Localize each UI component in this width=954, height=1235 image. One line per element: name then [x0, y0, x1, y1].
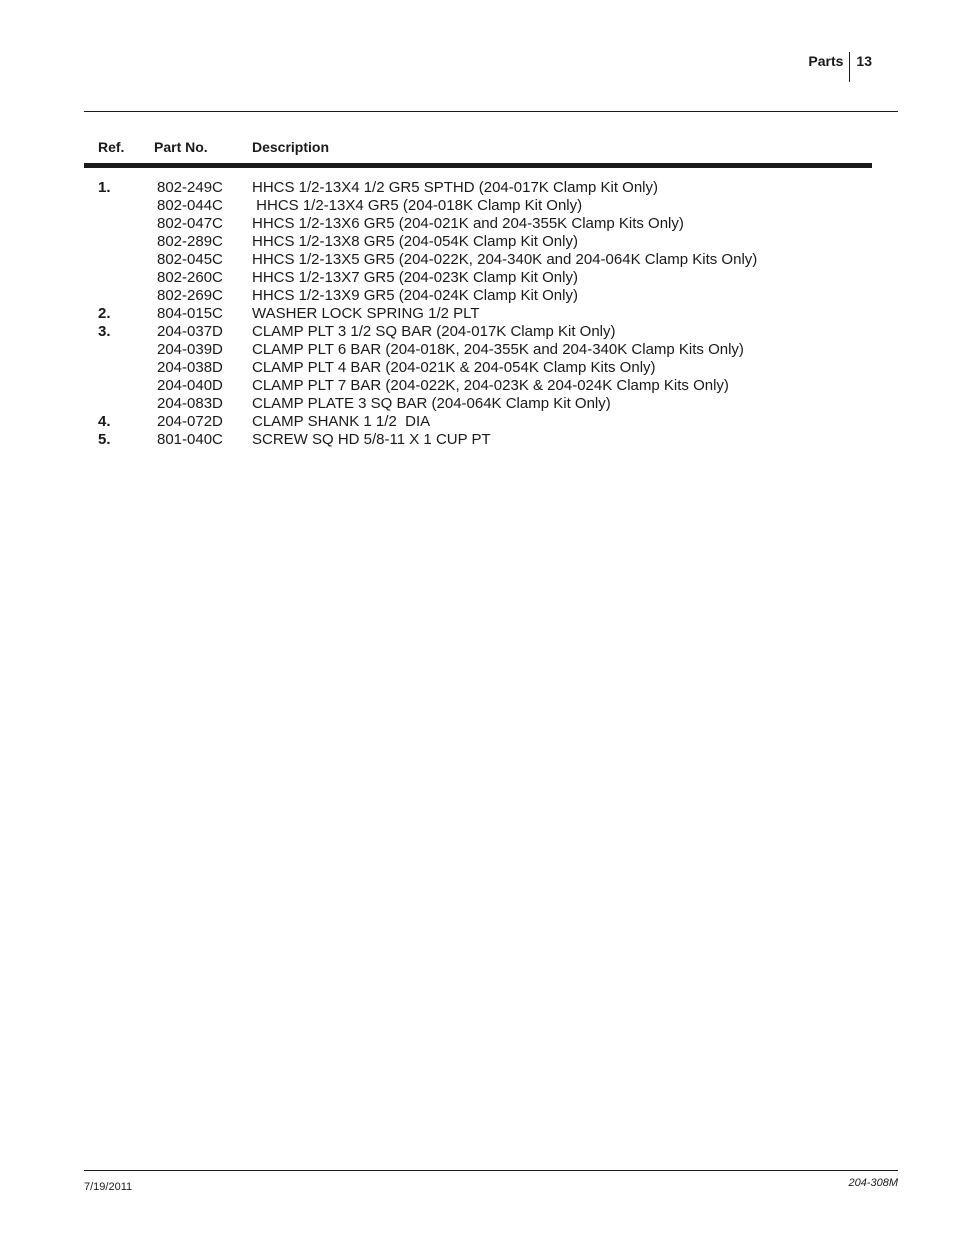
footer-date: 7/19/2011 — [84, 1181, 133, 1193]
ref-cell: 4. — [98, 413, 111, 430]
part-no-cell: 204-038D — [157, 359, 223, 376]
header-rule — [84, 163, 872, 168]
description-cell: CLAMP PLT 6 BAR (204-018K, 204-355K and 204-340K Clamp Kits Only) — [252, 341, 744, 358]
ref-cell: 2. — [98, 305, 111, 322]
part-no-cell: 802-289C — [157, 233, 223, 250]
description-cell: SCREW SQ HD 5/8-11 X 1 CUP PT — [252, 431, 491, 448]
part-no-cell: 204-039D — [157, 341, 223, 358]
part-no-cell: 801-040C — [157, 431, 223, 448]
part-no-cell: 802-269C — [157, 287, 223, 304]
table-row — [0, 251, 954, 269]
description-cell: CLAMP SHANK 1 1/2 DIA — [252, 413, 431, 430]
table-row — [0, 323, 954, 341]
part-no-cell: 802-249C — [157, 179, 223, 196]
table-row — [0, 413, 954, 431]
table-row — [0, 341, 954, 359]
part-no-cell: 204-083D — [157, 395, 223, 412]
part-no-cell: 204-040D — [157, 377, 223, 394]
description-cell: HHCS 1/2-13X8 GR5 (204-054K Clamp Kit Only) — [252, 233, 578, 250]
description-cell: HHCS 1/2-13X4 GR5 (204-018K Clamp Kit Only) — [252, 197, 583, 214]
column-header-part-no: Part No. — [154, 139, 208, 155]
table-row — [0, 287, 954, 305]
table-row — [0, 179, 954, 197]
part-no-cell: 802-044C — [157, 197, 223, 214]
column-header-ref: Ref. — [98, 139, 125, 155]
description-cell: HHCS 1/2-13X4 1/2 GR5 SPTHD (204-017K Clamp Kit Only) — [252, 179, 658, 196]
description-cell: CLAMP PLT 7 BAR (204-022K, 204-023K & 204-024K Clamp Kits Only) — [252, 377, 729, 394]
description-cell: CLAMP PLT 3 1/2 SQ BAR (204-017K Clamp Kit Only) — [252, 323, 616, 340]
table-row — [0, 215, 954, 233]
page-header — [808, 52, 872, 82]
footer-rule — [84, 1170, 898, 1171]
description-cell: HHCS 1/2-13X5 GR5 (204-022K, 204-340K and 204-064K Clamp Kits Only) — [252, 251, 758, 268]
part-no-cell: 204-037D — [157, 323, 223, 340]
part-no-cell: 204-072D — [157, 413, 223, 430]
description-cell: HHCS 1/2-13X9 GR5 (204-024K Clamp Kit Only) — [252, 287, 578, 304]
description-cell: WASHER LOCK SPRING 1/2 PLT — [252, 305, 480, 322]
description-cell: CLAMP PLT 4 BAR (204-021K & 204-054K Clamp Kits Only) — [252, 359, 656, 376]
table-row — [0, 431, 954, 449]
description-cell: HHCS 1/2-13X7 GR5 (204-023K Clamp Kit Only) — [252, 269, 578, 286]
part-no-cell: 804-015C — [157, 305, 223, 322]
ref-cell: 5. — [98, 431, 111, 448]
table-row — [0, 197, 954, 215]
table-row — [0, 269, 954, 287]
parts-table-header — [0, 139, 954, 159]
footer-doc-number: 204-308M — [848, 1177, 898, 1189]
page-number: 13 — [856, 53, 872, 69]
part-no-cell: 802-260C — [157, 269, 223, 286]
table-row — [0, 305, 954, 323]
column-header-description: Description — [252, 139, 330, 155]
part-no-cell: 802-047C — [157, 215, 223, 232]
description-cell: CLAMP PLATE 3 SQ BAR (204-064K Clamp Kit Only) — [252, 395, 611, 412]
section-title: Parts — [808, 53, 844, 69]
table-row — [0, 377, 954, 395]
description-cell: HHCS 1/2-13X6 GR5 (204-021K and 204-355K Clamp Kits Only) — [252, 215, 684, 232]
top-rule — [84, 111, 898, 112]
part-no-cell: 802-045C — [157, 251, 223, 268]
table-row — [0, 359, 954, 377]
ref-cell: 1. — [98, 179, 111, 196]
parts-table — [0, 179, 954, 449]
table-row — [0, 395, 954, 413]
table-row — [0, 233, 954, 251]
ref-cell: 3. — [98, 323, 111, 340]
